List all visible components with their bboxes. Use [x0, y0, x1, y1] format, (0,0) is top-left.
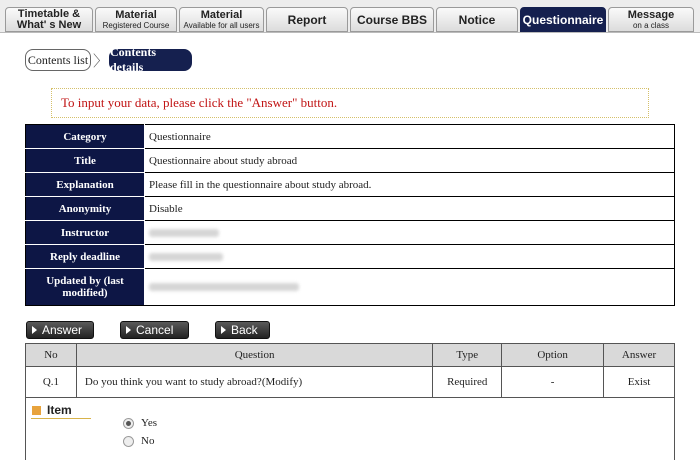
anonymity-label: Anonymity: [26, 197, 145, 221]
breadcrumb-contents-list[interactable]: Contents list: [25, 49, 91, 71]
tab-label: Questionnaire: [522, 12, 604, 27]
anonymity-value: Disable: [145, 197, 675, 221]
back-button[interactable]: [215, 321, 270, 339]
item-section: [25, 398, 675, 460]
deadline-label: Reply deadline: [26, 245, 145, 269]
question-text: Do you think you want to study abroad?(Modify): [76, 367, 432, 398]
col-question: Question: [76, 344, 432, 367]
play-icon: [221, 326, 226, 334]
radio-unselected-icon[interactable]: [123, 436, 134, 447]
category-label: Category: [26, 125, 145, 149]
answer-button-label: Answer: [42, 323, 83, 337]
tab-message[interactable]: [608, 7, 694, 32]
back-button-label: Back: [231, 323, 258, 337]
col-type: Type: [433, 344, 502, 367]
cancel-button[interactable]: [120, 321, 189, 339]
instructor-value: [145, 221, 675, 245]
updated-value: [145, 269, 675, 306]
deadline-value: [145, 245, 675, 269]
table-row: [26, 367, 675, 398]
question-option: -: [502, 367, 604, 398]
updated-label: Updated by (last modified): [26, 269, 145, 306]
tab-report[interactable]: [266, 7, 348, 32]
breadcrumb-contents-details: Contents details: [109, 49, 192, 71]
item-marker-icon: [32, 406, 41, 415]
breadcrumb-chevron-icon: 〉: [93, 52, 109, 70]
explanation-value: Please fill in the questionnaire about study abroad.: [145, 173, 675, 197]
play-icon: [32, 326, 37, 334]
col-answer: Answer: [604, 344, 675, 367]
category-value: Questionnaire: [145, 125, 675, 149]
tab-label: Material: [115, 8, 157, 21]
radio-selected-icon[interactable]: [123, 418, 134, 429]
tab-label: Report: [287, 12, 327, 27]
option-no-label: No: [141, 435, 155, 447]
question-table-header: [26, 344, 675, 367]
tab-sublabel: Registered Course: [102, 20, 170, 30]
tab-material-all[interactable]: [179, 7, 264, 32]
tab-bar: [0, 0, 700, 33]
explanation-label: Explanation: [26, 173, 145, 197]
question-no: Q.1: [26, 367, 77, 398]
option-yes-label: Yes: [141, 417, 158, 429]
cancel-button-label: Cancel: [136, 323, 174, 337]
tab-label: Course BBS: [356, 12, 427, 27]
item-underline: [31, 418, 91, 419]
tab-sublabel: Available for all users: [183, 20, 260, 30]
question-type: Required: [433, 367, 502, 398]
tab-notice[interactable]: [436, 7, 518, 32]
tab-label: What' s New: [16, 18, 82, 31]
tab-questionnaire[interactable]: [520, 7, 606, 32]
item-heading-label: Item: [47, 403, 72, 417]
answer-notice: To input your data, please click the "Answer" button.: [51, 88, 649, 118]
question-table: [25, 343, 675, 398]
title-label: Title: [26, 149, 145, 173]
item-heading: [32, 403, 72, 417]
play-icon: [126, 326, 131, 334]
tab-label: Message: [627, 8, 675, 21]
tab-material-registered[interactable]: [95, 7, 177, 32]
question-answer: Exist: [604, 367, 675, 398]
answer-button[interactable]: [26, 321, 94, 339]
contents-info-table: [25, 124, 675, 306]
tab-timetable[interactable]: [5, 7, 93, 32]
col-no: No: [26, 344, 77, 367]
tab-sublabel: on a class: [632, 20, 670, 30]
tab-label: Timetable &: [17, 7, 81, 20]
option-yes[interactable]: [123, 417, 157, 429]
instructor-label: Instructor: [26, 221, 145, 245]
tab-label: Notice: [458, 12, 496, 27]
tab-label: Material: [200, 8, 243, 21]
option-no[interactable]: [123, 435, 154, 447]
tab-course-bbs[interactable]: [350, 7, 434, 32]
title-value: Questionnaire about study abroad: [145, 149, 675, 173]
col-option: Option: [502, 344, 604, 367]
